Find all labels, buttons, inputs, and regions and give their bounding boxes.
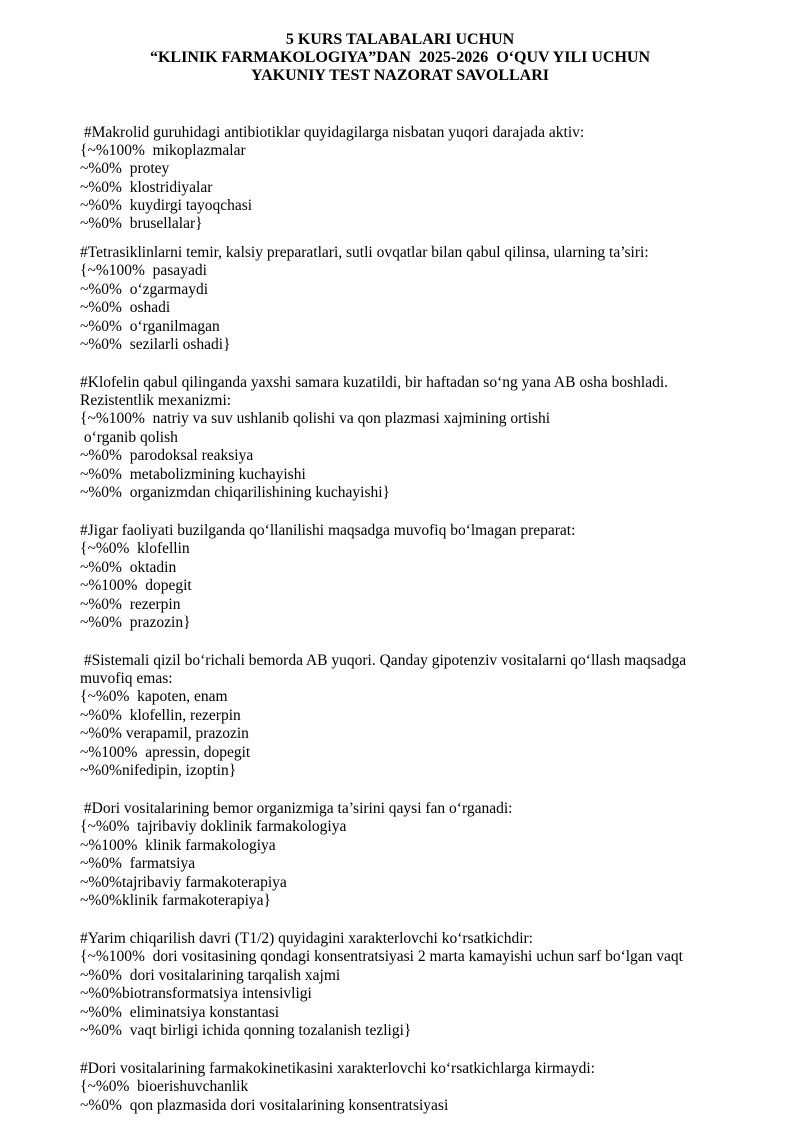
answer-option: ~%0% sezilarli oshadi}: [80, 336, 231, 353]
answer-option: ~%0% dori vositalarining tarqalish xajmi: [80, 967, 341, 984]
answer-option: ~%0%tajribaviy farmakoterapiya: [80, 874, 287, 891]
answer-option: ~%0% protey: [80, 160, 170, 177]
question-text: #Jigar faoliyati buzilganda qo‘llanilishi maqsadga muvofiq bo‘lmagan preparat:: [80, 522, 576, 539]
answer-option: ~%100% klinik farmakologiya: [80, 837, 276, 854]
question-text: #Makrolid guruhidagi antibiotiklar quyidagilarga nisbatan yuqori darajada aktiv:: [80, 124, 585, 141]
answer-option: {~%100% pasayadi: [80, 262, 207, 279]
answer-option: ~%0% rezerpin: [80, 596, 181, 613]
answer-option: ~%100% apressin, dopegit: [80, 744, 251, 761]
answer-option: {~%100% mikoplazmalar: [80, 142, 246, 159]
answer-option: ~%0% verapamil, prazozin: [80, 725, 249, 742]
answer-option: ~%0% organizmdan chiqarilishining kuchayishi}: [80, 484, 390, 501]
answer-option: {~%100% dori vositasining qondagi konsentratsiyasi 2 marta kamayishi uchun sarf bo‘lgan vaqt: [80, 948, 683, 965]
question-text: #Sistemali qizil bo‘richali bemorda AB yuqori. Qanday gipotenziv vositalarni qo‘llash maqsadga: [80, 652, 687, 669]
answer-option: ~%0%nifedipin, izoptin}: [80, 762, 237, 779]
answer-option: ~%0% parodoksal reaksiya: [80, 447, 254, 464]
answer-option: {~%0% kapoten, enam: [80, 688, 228, 705]
question-text: #Tetrasiklinlarni temir, kalsiy preparatlari, sutli ovqatlar bilan qabul qilinsa, ularning ta’siri:: [80, 244, 649, 261]
answer-option: ~%0% qon plazmasida dori vositalarining konsentratsiyasi: [80, 1097, 449, 1114]
answer-option: ~%0% farmatsiya: [80, 855, 196, 872]
header-line-1: 5 KURS TALABALARI UCHUN: [285, 31, 515, 48]
answer-option: ~%0% klofellin, rezerpin: [80, 707, 241, 724]
answer-option: ~%0% oshadi: [80, 299, 171, 316]
header-line-3: YAKUNIY TEST NAZORAT SAVOLLARI: [251, 67, 549, 84]
answer-option: ~%100% dopegit: [80, 577, 192, 594]
answer-option: ~%0% oktadin: [80, 559, 177, 576]
answer-option: ~%0% eliminatsiya konstantasi: [80, 1004, 280, 1021]
question-text: #Dori vositalarining farmakokinetikasini xarakterlovchi ko‘rsatkichlarga kirmaydi:: [80, 1060, 595, 1077]
question-text-continued: muvofiq emas:: [80, 670, 173, 687]
answer-option: {~%0% bioerishuvchanlik: [80, 1078, 249, 1095]
question-text-continued: Rezistentlik mexanizmi:: [80, 392, 232, 409]
answer-option: ~%0% o‘rganilmagan: [80, 318, 220, 335]
answer-option: ~%0%klinik farmakoterapiya}: [80, 892, 271, 909]
answer-option: ~%0%biotransformatsiya intensivligi: [80, 985, 312, 1002]
answer-option: ~%0% metabolizmining kuchayishi: [80, 466, 306, 483]
answer-option: o‘rganib qolish: [80, 429, 178, 446]
answer-option: ~%0% prazozin}: [80, 614, 191, 631]
answer-option: {~%0% tajribaviy doklinik farmakologiya: [80, 818, 347, 835]
header-line-2: “KLINIK FARMAKOLOGIYA”DAN 2025-2026 O‘QUV YILI UCHUN: [149, 49, 651, 66]
question-text: #Klofelin qabul qilinganda yaxshi samara kuzatildi, bir haftadan so‘ng yana AB osha boshladi.: [80, 374, 669, 391]
answer-option: {~%100% natriy va suv ushlanib qolishi va qon plazmasi xajmining ortishi: [80, 410, 551, 427]
answer-option: ~%0% o‘zgarmaydi: [80, 281, 209, 298]
question-text: #Yarim chiqarilish davri (T1/2) quyidagini xarakterlovchi ko‘rsatkichdir:: [80, 930, 533, 947]
answer-option: ~%0% klostridiyalar: [80, 179, 213, 196]
answer-option: {~%0% klofellin: [80, 540, 190, 557]
answer-option: ~%0% brusellalar}: [80, 215, 203, 232]
answer-option: ~%0% kuydirgi tayoqchasi: [80, 197, 253, 214]
answer-option: ~%0% vaqt birligi ichida qonning tozalanish tezligi}: [80, 1022, 412, 1039]
question-text: #Dori vositalarining bemor organizmiga ta’sirini qaysi fan o‘rganadi:: [80, 800, 513, 817]
